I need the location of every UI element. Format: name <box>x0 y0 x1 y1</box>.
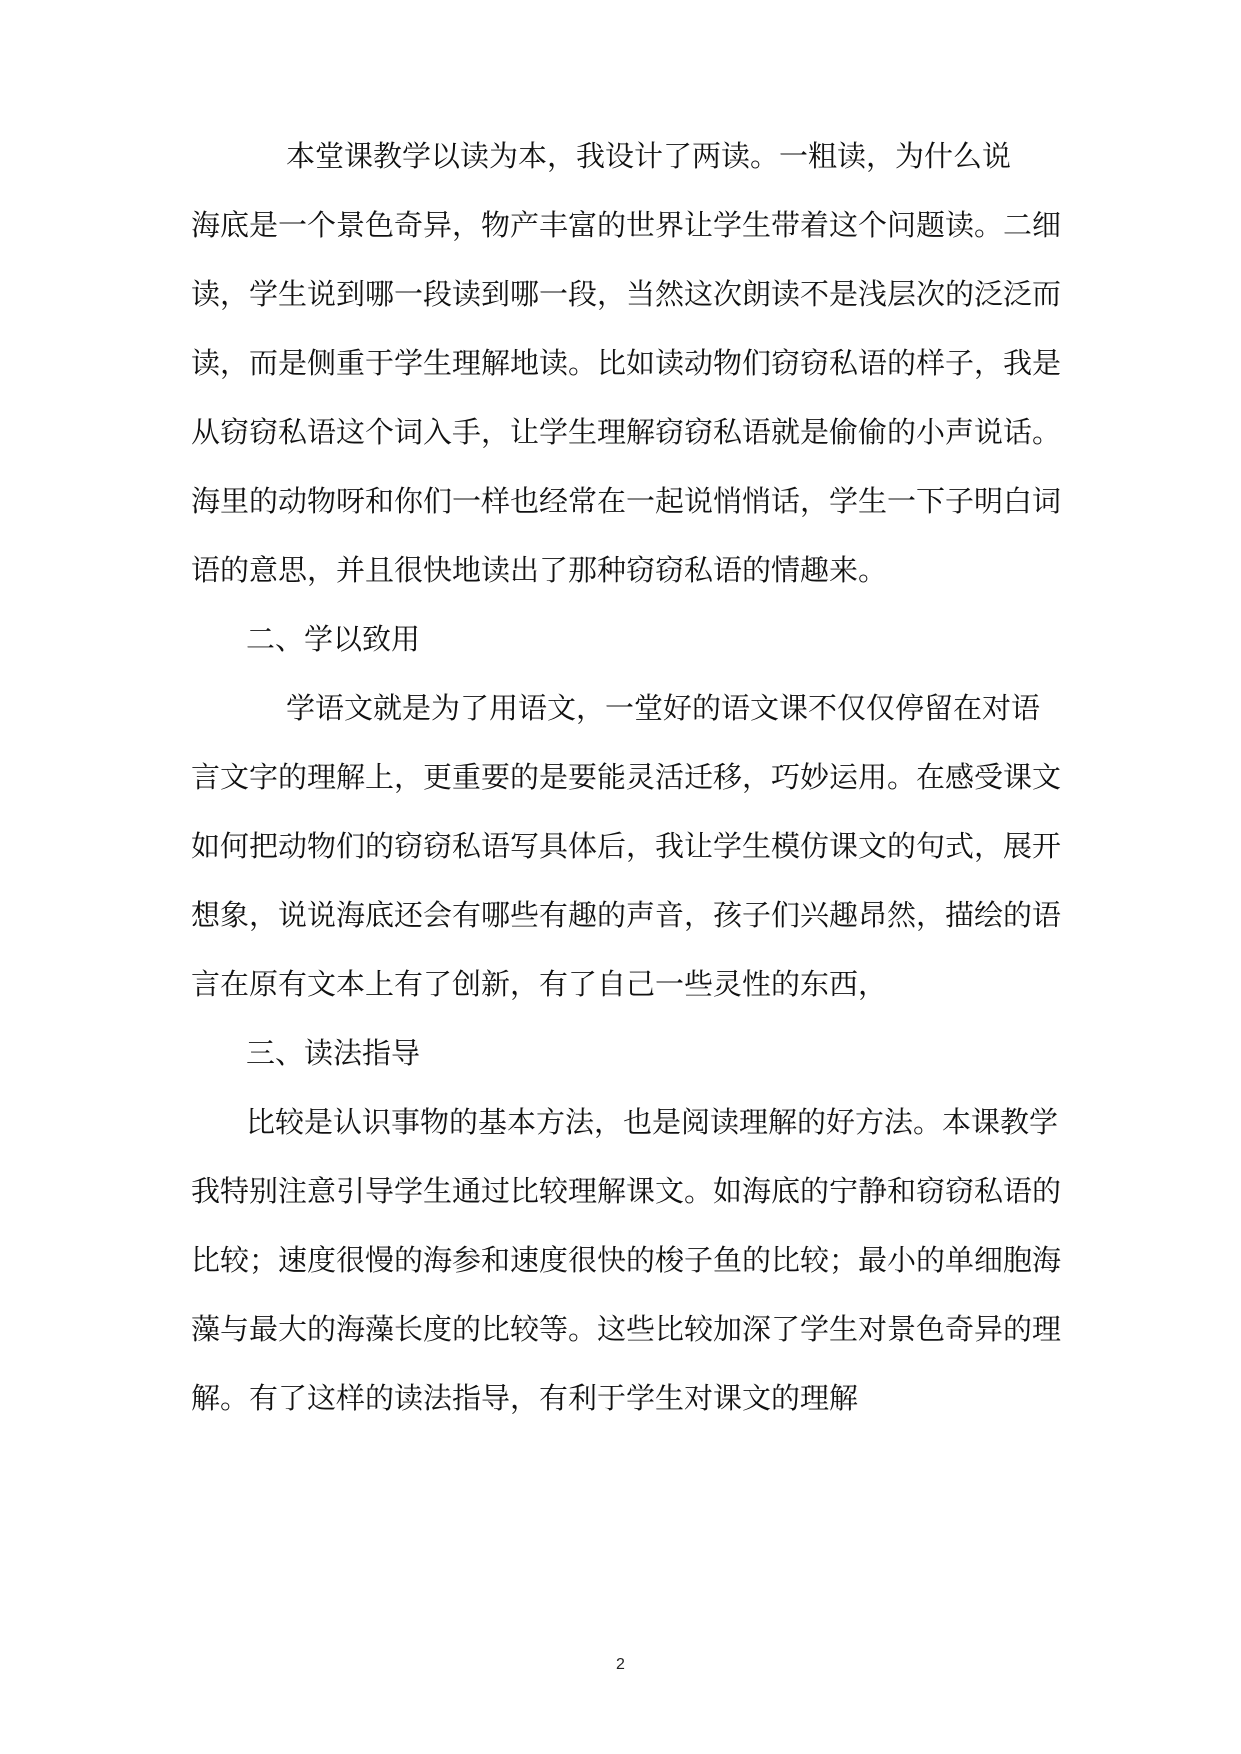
paragraph-2-line-1: 学语文就是为了用语文，一堂好的语文课不仅仅停留在对语 <box>286 691 1041 725</box>
section-heading-3: 三、读法指导 <box>246 1036 421 1070</box>
paragraph-1-line-3: 读，学生说到哪一段读到哪一段，当然这次朗读不是浅层次的泛泛而 <box>191 277 1062 311</box>
paragraph-3-line-2: 我特别注意引导学生通过比较理解课文。如海底的宁静和窃窃私语的 <box>191 1174 1062 1208</box>
paragraph-3-line-5: 解。有了这样的读法指导，有利于学生对课文的理解 <box>191 1381 859 1415</box>
paragraph-1-line-5: 从窃窃私语这个词入手，让学生理解窃窃私语就是偷偷的小声说话。 <box>191 415 1062 449</box>
paragraph-1-line-1: 本堂课教学以读为本，我设计了两读。一粗读，为什么说 <box>286 139 1012 173</box>
paragraph-1-line-4: 读，而是侧重于学生理解地读。比如读动物们窃窃私语的样子，我是 <box>191 346 1062 380</box>
paragraph-2-line-4: 想象，说说海底还会有哪些有趣的声音，孩子们兴趣昂然，描绘的语 <box>191 898 1062 932</box>
paragraph-1-line-7: 语的意思，并且很快地读出了那种窃窃私语的情趣来。 <box>191 553 888 587</box>
paragraph-2-line-3: 如何把动物们的窃窃私语写具体后，我让学生模仿课文的句式，展开 <box>191 829 1062 863</box>
page-number: 2 <box>616 1656 625 1673</box>
paragraph-1-line-2: 海底是一个景色奇异，物产丰富的世界让学生带着这个问题读。二细 <box>191 208 1062 242</box>
paragraph-3-line-4: 藻与最大的海藻长度的比较等。这些比较加深了学生对景色奇异的理 <box>191 1312 1062 1346</box>
paragraph-3-line-1: 比较是认识事物的基本方法，也是阅读理解的好方法。本课教学 <box>246 1105 1059 1139</box>
paragraph-1-line-6: 海里的动物呀和你们一样也经常在一起说悄悄话，学生一下子明白词 <box>191 484 1062 518</box>
paragraph-3-line-3: 比较；速度很慢的海参和速度很快的梭子鱼的比较；最小的单细胞海 <box>191 1243 1062 1277</box>
paragraph-2-line-5: 言在原有文本上有了创新，有了自己一些灵性的东西， <box>191 967 888 1001</box>
section-heading-2: 二、学以致用 <box>246 622 421 656</box>
paragraph-2-line-2: 言文字的理解上，更重要的是要能灵活迁移，巧妙运用。在感受课文 <box>191 760 1062 794</box>
